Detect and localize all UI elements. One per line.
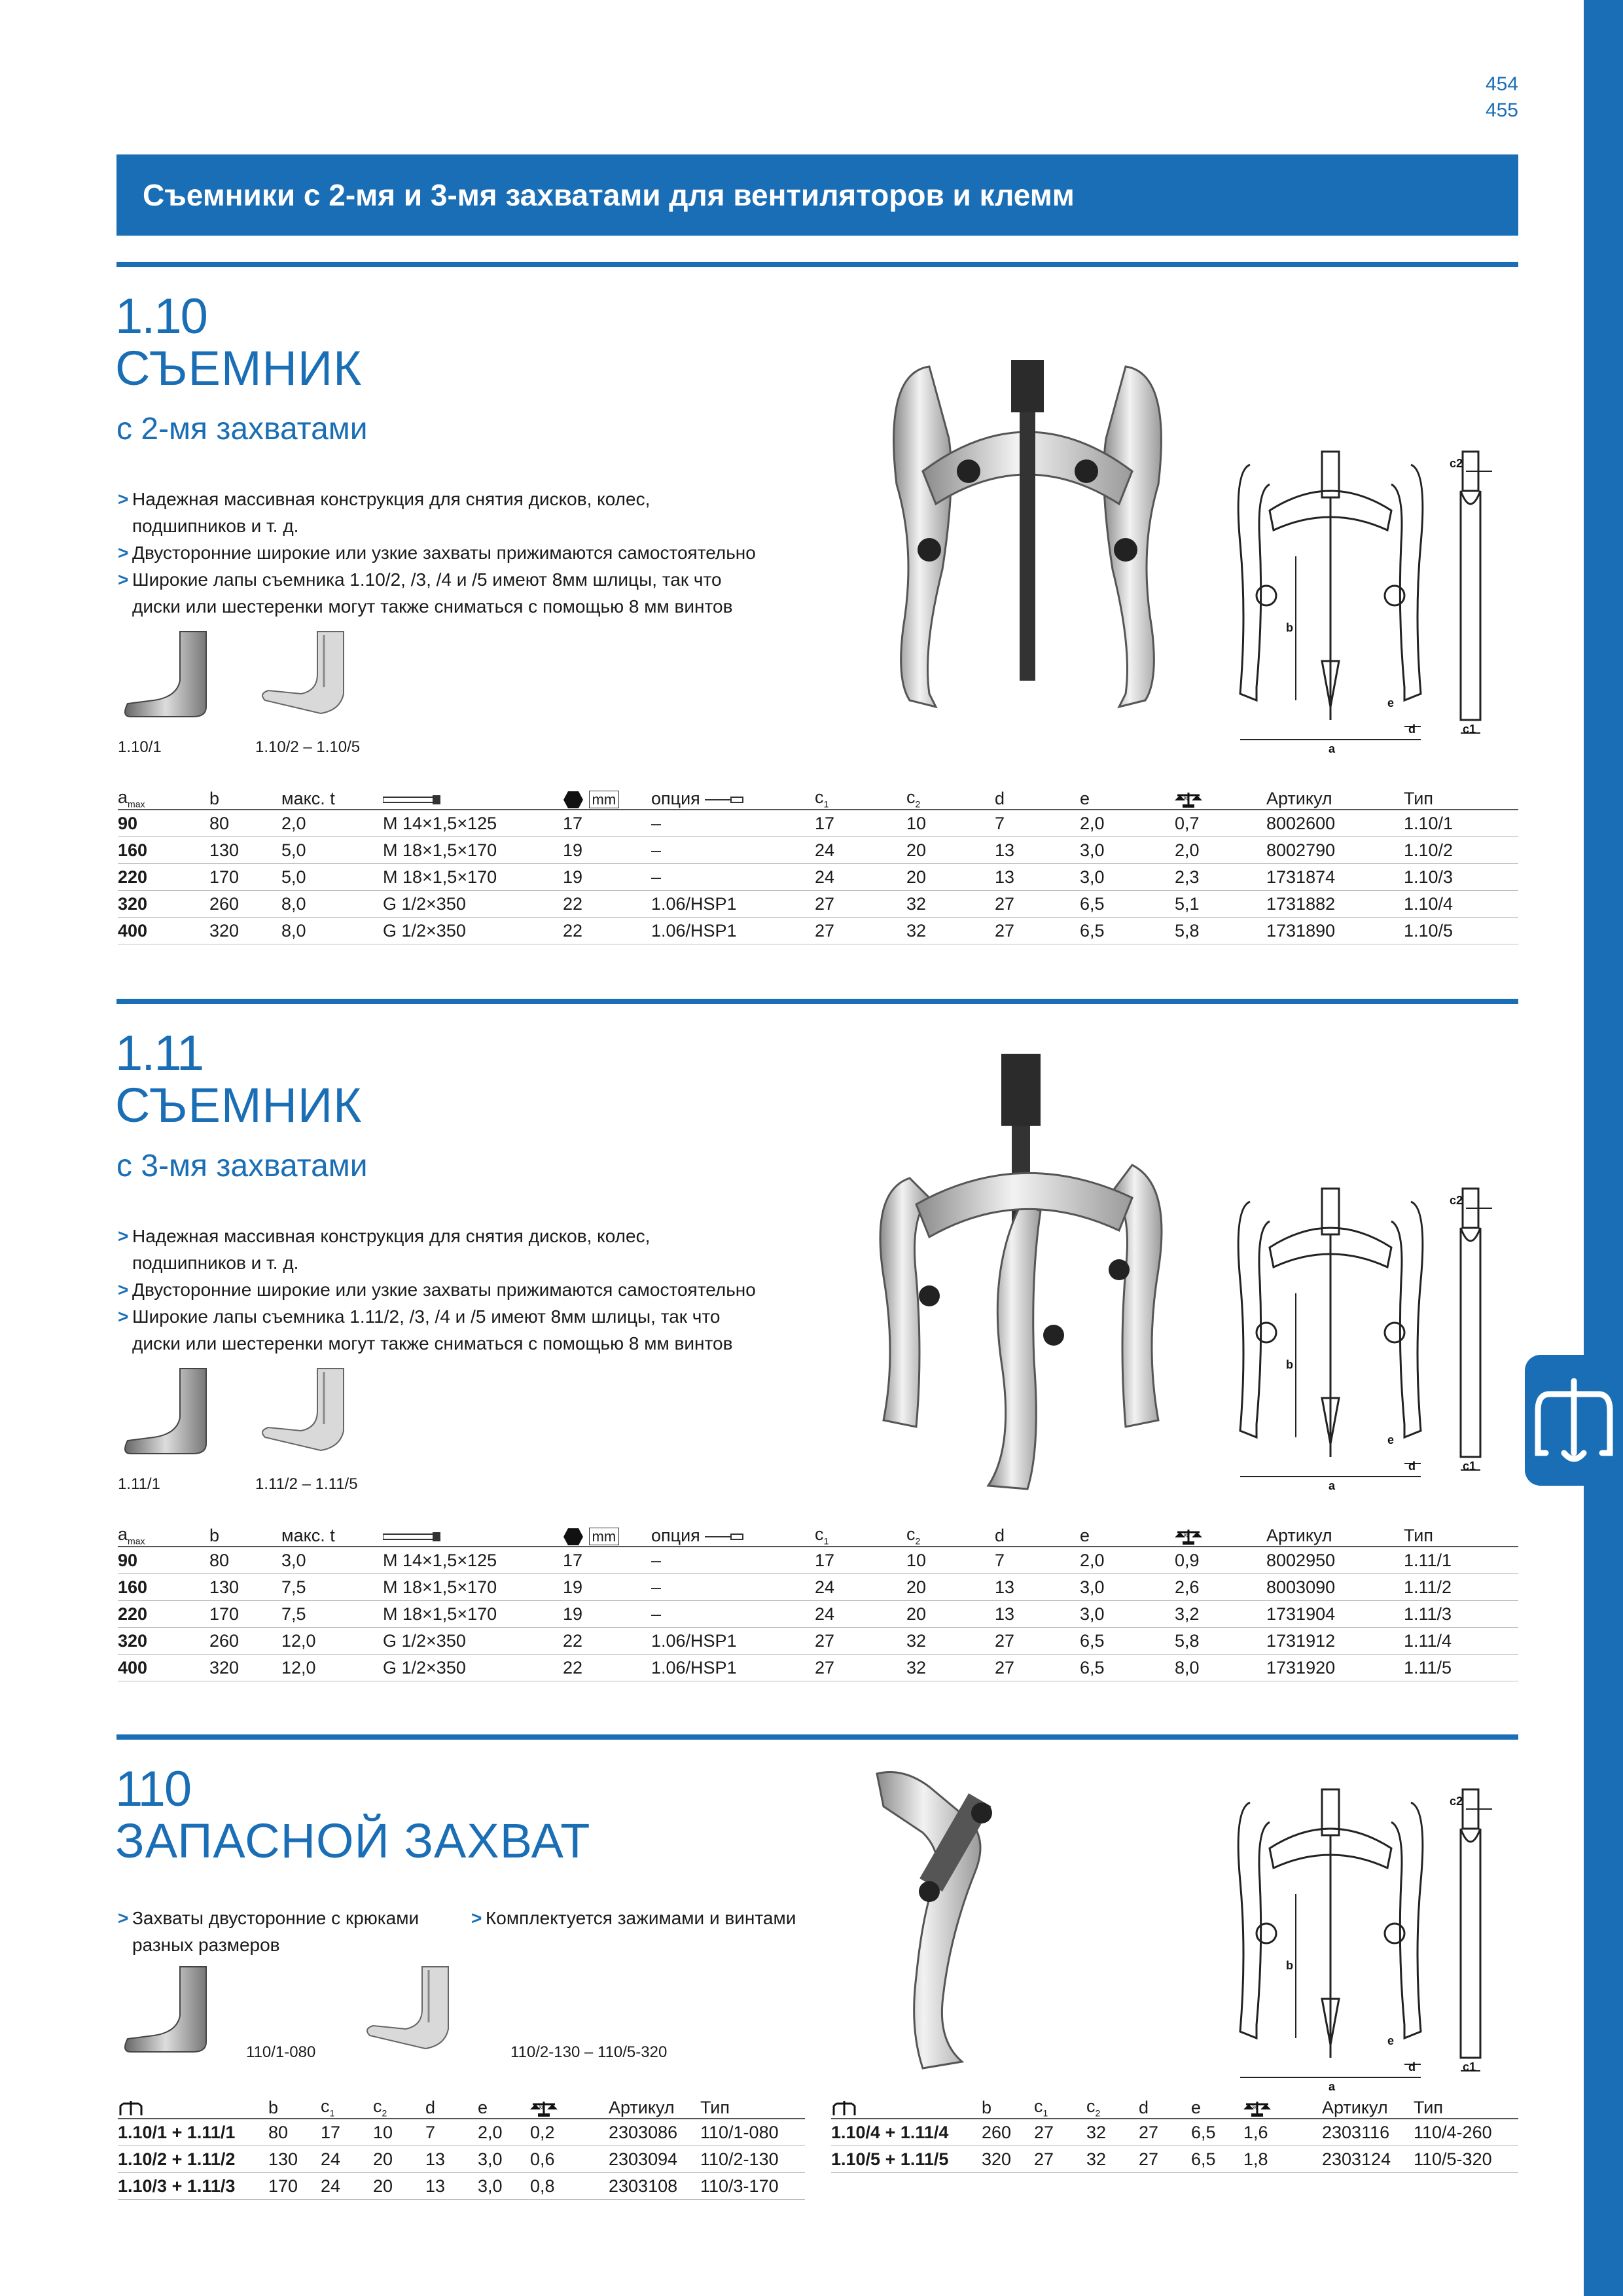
- dim-label-c2: c2: [1450, 1795, 1463, 1808]
- thumb-caption: 110/2-130 – 110/5-320: [510, 2043, 668, 2061]
- thumb-caption: 110/1-080: [246, 2043, 316, 2061]
- scale-icon: [1175, 1528, 1202, 1545]
- col-d: d: [995, 1521, 1080, 1547]
- dim-label-a: a: [1329, 1479, 1336, 1490]
- spindle-icon: [383, 1532, 442, 1542]
- feature-item: > Надежная массивная конструкция для снятия дисков, колес, подшипников и т. д.: [118, 1223, 759, 1276]
- col-article: Артикул: [1266, 784, 1404, 810]
- thumb-caption: 1.11/2 – 1.11/5: [255, 1475, 358, 1493]
- col-d: d: [1139, 2093, 1191, 2119]
- col-d: d: [425, 2093, 478, 2119]
- jaw-narrow-thumb: [118, 628, 209, 720]
- col-hex: mm: [563, 1521, 651, 1547]
- col-b: b: [982, 2093, 1034, 2119]
- table-row: 400 320 8,0 G 1/2×350 22 1.06/HSP1 27 32 27 6,5 5,8 1731890 1.10/5: [118, 918, 1518, 944]
- col-option: опция: [651, 1521, 815, 1547]
- dim-label-d: d: [1408, 723, 1416, 736]
- jaw-narrow-thumb: [118, 1365, 209, 1457]
- feature-item: > Захваты двусторонние с крюками разных размеров: [118, 1905, 445, 1958]
- table-row: 160 130 5,0 M 18×1,5×170 19 – 24 20 13 3,0 2,0 8002790 1.10/2: [118, 837, 1518, 864]
- thumb-caption: 1.10/1: [118, 738, 162, 756]
- feature-list: [471, 1905, 798, 1931]
- col-type: Тип: [1414, 2093, 1518, 2119]
- spec-table: [118, 1521, 1518, 1681]
- col-c1: $c_1$: [815, 1521, 906, 1547]
- table-header-row: [118, 784, 1518, 810]
- col-a-max: $a_{max}$: [118, 784, 209, 810]
- dim-label-d: d: [1408, 1460, 1416, 1473]
- col-weight: [1175, 784, 1266, 810]
- jaw-narrow-thumb: [118, 1964, 209, 2055]
- table-row: 220 170 7,5 M 18×1,5×170 19 – 24 20 13 3,0 3,2 1731904 1.11/3: [118, 1601, 1518, 1628]
- puller-3-jaw-photo: [857, 1054, 1198, 1499]
- section-rule: [116, 262, 1518, 267]
- section-tab[interactable]: [1525, 1355, 1623, 1486]
- dimension-diagram: [1230, 1783, 1518, 2090]
- spare-jaw-table-right: [831, 2093, 1518, 2173]
- dimension-diagram: [1230, 445, 1518, 753]
- col-b: b: [209, 784, 281, 810]
- svg-text:kg: kg: [539, 2104, 545, 2110]
- table-row: 1.10/1 + 1.11/1 80 17 10 7 2,0 0,2 2303086 110/1-080: [118, 2119, 805, 2146]
- col-hex: mm: [563, 784, 651, 810]
- col-thread: [383, 784, 563, 810]
- feature-list: [118, 1223, 759, 1357]
- dim-label-c1: c1: [1463, 2060, 1476, 2073]
- dim-label-a: a: [1329, 2080, 1336, 2090]
- table-row: 1.10/5 + 1.11/5 320 27 32 27 6,5 1,8 2303124 110/5-320: [831, 2146, 1518, 2173]
- dim-label-e: e: [1387, 2034, 1395, 2047]
- col-weight: [1175, 1521, 1266, 1547]
- dim-label-d: d: [1408, 2060, 1416, 2073]
- col-c2: $c_2$: [906, 1521, 995, 1547]
- feature-item: > Двусторонние широкие или узкие захваты прижимаются самостоятельно: [118, 539, 759, 566]
- puller-icon: [831, 2100, 857, 2118]
- feature-item: > Надежная массивная конструкция для снятия дисков, колес, подшипников и т. д.: [118, 486, 759, 539]
- section-subtitle: с 2-мя захватами: [116, 412, 368, 446]
- col-c2: $c_2$: [1086, 2093, 1139, 2119]
- option-tool-icon: [705, 795, 744, 804]
- section-rule: [116, 999, 1518, 1004]
- feature-item: > Двусторонние широкие или узкие захваты прижимаются самостоятельно: [118, 1276, 759, 1303]
- scale-icon: [1243, 2100, 1271, 2117]
- puller-icon: [1525, 1355, 1623, 1486]
- col-type: Тип: [1404, 1521, 1518, 1547]
- scale-icon: [530, 2100, 558, 2117]
- col-article: Артикул: [609, 2093, 700, 2119]
- table-row: 90 80 3,0 M 14×1,5×125 17 – 17 10 7 2,0 0,9 8002950 1.11/1: [118, 1547, 1518, 1574]
- jaw-wide-thumb: [255, 628, 347, 720]
- col-weight: [1243, 2093, 1322, 2119]
- col-c2: $c_2$: [373, 2093, 425, 2119]
- section-title: СЪЕМНИК: [115, 1078, 363, 1132]
- col-max-t: макс. t: [281, 784, 383, 810]
- hex-wrench-icon: [563, 1528, 584, 1546]
- col-c2: $c_2$: [906, 784, 995, 810]
- table-row: 320 260 12,0 G 1/2×350 22 1.06/HSP1 27 32 27 6,5 5,8 1731912 1.11/4: [118, 1628, 1518, 1655]
- col-b: b: [209, 1521, 281, 1547]
- section-subtitle: с 3-мя захватами: [116, 1149, 368, 1183]
- svg-text:kg: kg: [1184, 1532, 1190, 1538]
- page-title: Съемники с 2-мя и 3-мя захватами для вентиляторов и клемм: [143, 178, 1075, 212]
- col-c1: $c_1$: [1034, 2093, 1086, 2119]
- col-article: Артикул: [1266, 1521, 1404, 1547]
- col-e: e: [1080, 784, 1175, 810]
- col-e: e: [1191, 2093, 1243, 2119]
- dim-label-c1: c1: [1463, 1460, 1476, 1473]
- feature-list: [118, 1905, 445, 1958]
- thumb-caption: 1.11/1: [118, 1475, 160, 1493]
- dim-label-e: e: [1387, 1433, 1395, 1446]
- col-type: Тип: [1404, 784, 1518, 810]
- svg-text:kg: kg: [1253, 2104, 1258, 2110]
- table-row: 1.10/3 + 1.11/3 170 24 20 13 3,0 0,8 2303108 110/3-170: [118, 2173, 805, 2200]
- col-option: опция: [651, 784, 815, 810]
- scale-icon: [1175, 791, 1202, 808]
- jaw-wide-thumb: [360, 1964, 452, 2055]
- table-row: 320 260 8,0 G 1/2×350 22 1.06/HSP1 27 32 27 6,5 5,1 1731882 1.10/4: [118, 891, 1518, 918]
- table-row: 1.10/4 + 1.11/4 260 27 32 27 6,5 1,6 2303116 110/4-260: [831, 2119, 1518, 2146]
- col-d: d: [995, 784, 1080, 810]
- dimension-diagram: [1230, 1182, 1518, 1490]
- dim-label-c2: c2: [1450, 457, 1463, 470]
- dim-label-b: b: [1286, 1959, 1293, 1972]
- dim-label-b: b: [1286, 621, 1293, 634]
- col-c1: $c_1$: [321, 2093, 373, 2119]
- col-weight: [530, 2093, 609, 2119]
- table-header-row: [831, 2093, 1518, 2119]
- col-b: b: [268, 2093, 321, 2119]
- table-row: 90 80 2,0 M 14×1,5×125 17 – 17 10 7 2,0 0,7 8002600 1.10/1: [118, 810, 1518, 837]
- feature-item: > Комплектуется зажимами и винтами: [471, 1905, 798, 1931]
- dim-label-a: a: [1329, 742, 1336, 753]
- jaw-wide-thumb: [255, 1365, 347, 1457]
- section-title: ЗАПАСНОЙ ЗАХВАТ: [115, 1814, 591, 1868]
- section-code: 1.10: [115, 289, 207, 344]
- table-row: 400 320 12,0 G 1/2×350 22 1.06/HSP1 27 32 27 6,5 8,0 1731920 1.11/5: [118, 1655, 1518, 1681]
- col-puller-set: [831, 2093, 982, 2119]
- option-tool-icon: [705, 1532, 744, 1541]
- spec-table: [118, 784, 1518, 944]
- col-e: e: [1080, 1521, 1175, 1547]
- section-code: 110: [115, 1761, 191, 1817]
- col-max-t: макс. t: [281, 1521, 383, 1547]
- col-e: e: [478, 2093, 530, 2119]
- feature-list: [118, 486, 759, 620]
- table-header-row: [118, 1521, 1518, 1547]
- table-header-row: [118, 2093, 805, 2119]
- col-a-max: $a_{max}$: [118, 1521, 209, 1547]
- hex-wrench-icon: [563, 791, 584, 809]
- thumb-caption: 1.10/2 – 1.10/5: [255, 738, 361, 756]
- col-article: Артикул: [1322, 2093, 1414, 2119]
- replacement-jaw-photo: [864, 1767, 1060, 2075]
- spindle-icon: [383, 795, 442, 805]
- header-bar: [116, 154, 1518, 236]
- dim-label-b: b: [1286, 1358, 1293, 1371]
- section-title: СЪЕМНИК: [115, 341, 363, 395]
- puller-2-jaw-photo: [857, 353, 1198, 733]
- feature-item: > Широкие лапы съемника 1.11/2, /3, /4 и /5 имеют 8мм шлицы, так что диски или шестеренки могут также сниматься с помощью 8 мм винтов: [118, 1303, 759, 1357]
- dim-label-c2: c2: [1450, 1194, 1463, 1207]
- svg-text:kg: kg: [1184, 795, 1190, 801]
- page-number-right: 455: [1485, 99, 1518, 121]
- puller-icon: [118, 2100, 144, 2118]
- dim-label-c1: c1: [1463, 723, 1476, 736]
- col-thread: [383, 1521, 563, 1547]
- col-type: Тип: [700, 2093, 805, 2119]
- col-puller-set: [118, 2093, 268, 2119]
- dim-label-e: e: [1387, 696, 1395, 709]
- side-color-bar: [1584, 0, 1623, 2296]
- spare-jaw-table-left: [118, 2093, 805, 2200]
- section-code: 1.11: [115, 1026, 204, 1081]
- section-rule: [116, 1734, 1518, 1740]
- feature-item: > Широкие лапы съемника 1.10/2, /3, /4 и /5 имеют 8мм шлицы, так что диски или шестеренки могут также сниматься с помощью 8 мм винтов: [118, 566, 759, 620]
- table-row: 220 170 5,0 M 18×1,5×170 19 – 24 20 13 3,0 2,3 1731874 1.10/3: [118, 864, 1518, 891]
- col-c1: $c_1$: [815, 784, 906, 810]
- table-row: 160 130 7,5 M 18×1,5×170 19 – 24 20 13 3,0 2,6 8003090 1.11/2: [118, 1574, 1518, 1601]
- page-number-left: 454: [1485, 73, 1518, 95]
- table-row: 1.10/2 + 1.11/2 130 24 20 13 3,0 0,6 2303094 110/2-130: [118, 2146, 805, 2173]
